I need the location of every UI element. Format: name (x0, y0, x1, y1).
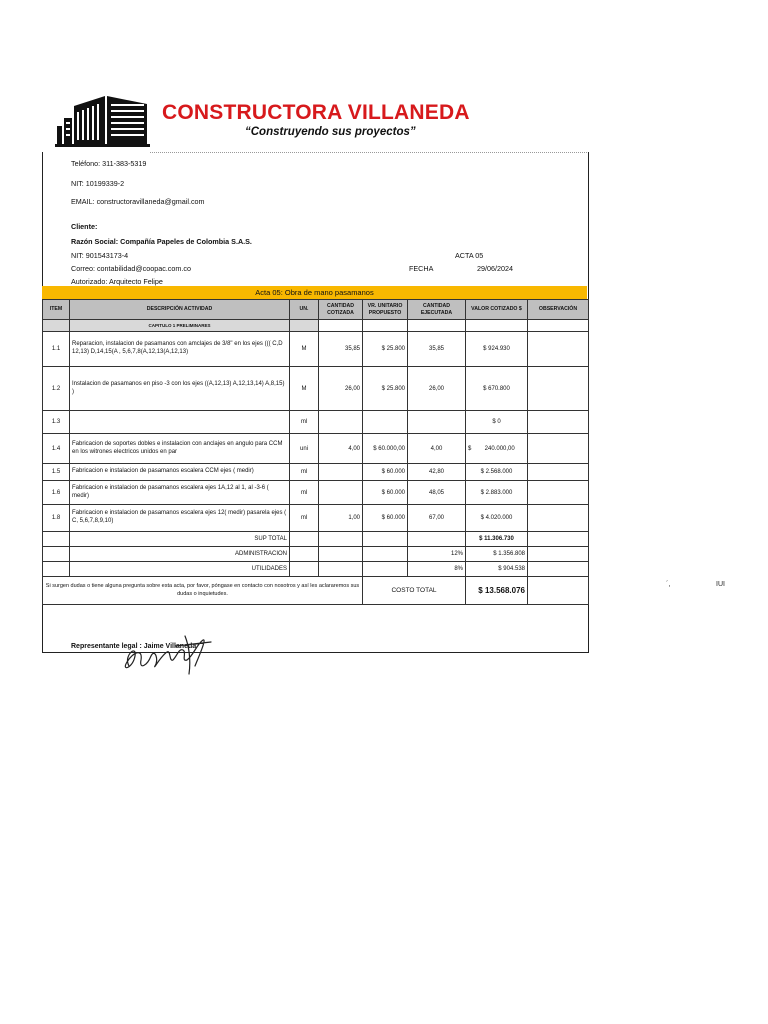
header-unit-price: VR. UNITARIO PROPUESTO (363, 300, 408, 320)
table-header-row (43, 300, 589, 320)
client-nit: NIT: 901543173-4 (71, 251, 129, 260)
row-observation (528, 505, 589, 532)
total-cost-value: $ 13.568.076 (466, 577, 528, 605)
stray-mark: ´, (666, 581, 671, 588)
row-quoted-qty: 4,00 (319, 434, 363, 464)
row-item: 1.8 (43, 505, 70, 532)
table-row (43, 332, 589, 367)
row-value: $ 924.930 (466, 332, 528, 367)
row-item: 1.3 (43, 411, 70, 434)
stray-text: IUI (716, 581, 725, 588)
row-quoted-qty (319, 481, 363, 505)
header-description: DESCRIPCIÓN ACTIVIDAD (70, 300, 290, 320)
row-value: $ 0 (466, 411, 528, 434)
header-quoted-qty: CANTIDAD COTIZADA (319, 300, 363, 320)
header-executed-qty: CANTIDAD EJECUTADA (408, 300, 466, 320)
utilities-row (43, 562, 589, 577)
client-authorized: Autorizado: Arquitecto Felipe (71, 277, 163, 286)
row-item: 1.5 (43, 464, 70, 481)
company-name: CONSTRUCTORA VILLANEDA (162, 101, 470, 124)
acta-number: ACTA 05 (455, 251, 484, 260)
row-unit-price: $ 25.800 (363, 367, 408, 411)
row-executed-qty (408, 411, 466, 434)
subtotal-value: $ 11.306.730 (466, 532, 528, 547)
fecha-value: 29/06/2024 (477, 264, 513, 273)
row-description: Fabricacion e instalacion de pasamanos escalera ejes 12( medir) pasarela ejes ( C, 5,6,7,8,9,10) (70, 505, 290, 532)
contact-note: Si surgen dudas o tiene alguna pregunta sobre esta acta, por favor, póngase en contacto con nosotros y así les aclararemos sus dudas o inquietudes. (43, 577, 363, 605)
row-unit: ml (290, 505, 319, 532)
header-quoted-value: VALOR COTIZADO $ (466, 300, 528, 320)
row-quoted-qty: 1,00 (319, 505, 363, 532)
row-unit: M (290, 332, 319, 367)
row-unit: uni (290, 434, 319, 464)
row-unit-price: $ 60.000 (363, 464, 408, 481)
row-description: Reparacion, instalacion de pasamanos con amclajes de 3/8" en los ejes ((( C,D 12,13) D,14,15(A , 5,6,7,8(A,12,13(A,12,13) (70, 332, 290, 367)
admin-value: $ 1.356.808 (466, 547, 528, 562)
row-observation (528, 481, 589, 505)
admin-label: ADMINISTRACION (70, 547, 290, 562)
company-slogan: “Construyendo sus proyectos” (245, 126, 416, 138)
utilities-value: $ 904.538 (466, 562, 528, 577)
company-phone: Teléfono: 311-383-5319 (71, 159, 147, 168)
row-description: Instalacion de pasamanos en piso -3 con los ejes ((A,12,13) A,12,13,14) A,8,15) ) (70, 367, 290, 411)
table-row (43, 505, 589, 532)
fecha-label: FECHA (409, 264, 434, 273)
company-nit: NIT: 10199339-2 (71, 179, 125, 188)
chapter-row (43, 320, 589, 332)
row-executed-qty: 67,00 (408, 505, 466, 532)
client-razon-social: Razón Social: Compañía Papeles de Colombia S.A.S. (71, 237, 252, 246)
row-executed-qty: 4,00 (408, 434, 466, 464)
row-value: $ 240.000,00 (466, 434, 528, 464)
row-unit-price: $ 60.000 (363, 481, 408, 505)
row-quoted-qty (319, 464, 363, 481)
row-item: 1.2 (43, 367, 70, 411)
table-row (43, 464, 589, 481)
row-unit-price (363, 411, 408, 434)
table-row (43, 434, 589, 464)
row-unit: ml (290, 481, 319, 505)
subtotal-row (43, 532, 589, 547)
total-row (43, 577, 589, 605)
admin-percent: 12% (408, 547, 466, 562)
header-observation: OBSERVACIÓN (528, 300, 589, 320)
company-email: EMAIL: constructoravillaneda@gmail.com (71, 197, 205, 206)
row-executed-qty: 35,85 (408, 332, 466, 367)
client-label: Cliente: (71, 222, 98, 231)
row-executed-qty: 42,80 (408, 464, 466, 481)
table-row (43, 411, 589, 434)
header-unit: UN. (290, 300, 319, 320)
row-unit-price: $ 25.800 (363, 332, 408, 367)
row-quoted-qty (319, 411, 363, 434)
table-row (43, 367, 589, 411)
row-unit-price: $ 60.000,00 (363, 434, 408, 464)
row-unit: ml (290, 411, 319, 434)
row-description: Fabricacion e instalacion de pasamanos escalera ejes 1A,12 al 1, al -3-6 ( medir) (70, 481, 290, 505)
utilities-percent: 8% (408, 562, 466, 577)
row-value: $ 670.800 (466, 367, 528, 411)
row-observation (528, 367, 589, 411)
row-executed-qty: 48,05 (408, 481, 466, 505)
row-value: $ 4.020.000 (466, 505, 528, 532)
row-value: $ 2.883.000 (466, 481, 528, 505)
row-observation (528, 464, 589, 481)
items-table (42, 299, 589, 605)
acta-banner: Acta 05: Obra de mano pasamanos (42, 286, 587, 299)
legal-representative: Representante legal : Jaime Villaneda (71, 643, 197, 650)
row-executed-qty: 26,00 (408, 367, 466, 411)
row-quoted-qty: 35,85 (319, 332, 363, 367)
total-cost-label: COSTO TOTAL (363, 577, 466, 605)
utilities-label: UTILIDADES (70, 562, 290, 577)
row-unit-price: $ 60.000 (363, 505, 408, 532)
admin-row (43, 547, 589, 562)
row-description (70, 411, 290, 434)
row-observation (528, 411, 589, 434)
row-observation (528, 332, 589, 367)
subtotal-label: SUP TOTAL (70, 532, 290, 547)
signature (115, 626, 220, 678)
row-unit: ml (290, 464, 319, 481)
row-item: 1.6 (43, 481, 70, 505)
row-description: Fabricacion e instalacion de pasamanos escalera CCM ejes ( medir) (70, 464, 290, 481)
row-observation (528, 434, 589, 464)
client-email: Correo: contabilidad@coopac.com.co (71, 264, 191, 273)
row-item: 1.1 (43, 332, 70, 367)
row-item: 1.4 (43, 434, 70, 464)
row-unit: M (290, 367, 319, 411)
row-value: $ 2.568.000 (466, 464, 528, 481)
table-row (43, 481, 589, 505)
header-item: ITEM (43, 300, 70, 320)
row-description: Fabricacion de soportes dobles e instalacion con anclajes en angulo para CCM en los witrones electricos unidos en par (70, 434, 290, 464)
building-skyline-icon (55, 90, 150, 147)
chapter-title: CAPITULO 1 PRELIMINARES (70, 320, 290, 332)
row-quoted-qty: 26,00 (319, 367, 363, 411)
